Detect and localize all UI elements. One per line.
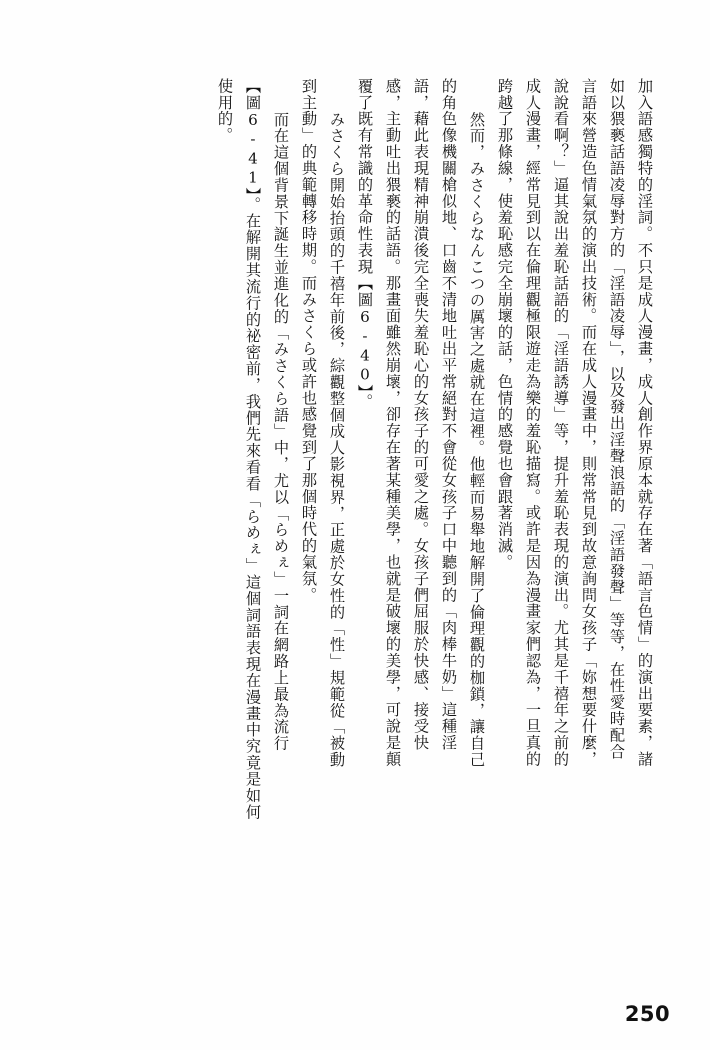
text-column: 然而，みさくらなんこつの厲害之處就在這裡。他輕而易舉地解開了倫理觀的枷鎖，讓自己 xyxy=(468,95,486,769)
text-column: 而在這個背景下誕生並進化的「みさくら語」中，尤以「らめぇ」一詞在網路上最為流行 xyxy=(272,95,290,752)
text-column: 成人漫畫，經常見到以在倫理觀極限遊走為樂的羞恥描寫。或許是因為漫畫家們認為，一旦真的 xyxy=(524,78,542,768)
text-column: 感，主動吐出猥褻的話語。那畫面雖然崩壞，卻存在著某種美學，也就是破壞的美學，可說是顛 xyxy=(384,78,402,768)
text-column: 覆了既有常識的革命性表現【圖6-40】。 xyxy=(356,78,374,410)
page-number: 250 xyxy=(624,1002,670,1026)
text-column: 如以猥褻話語凌辱對方的「淫語凌辱」，以及發出淫聲浪語的「淫語發聲」等等，在性愛時配合 xyxy=(608,78,626,760)
text-column: 說說看啊？」逼其說出羞恥話語的「淫語誘導」等，提升羞恥表現的演出。尤其是千禧年之前的 xyxy=(552,78,570,768)
text-column: みさくら開始抬頭的千禧年前後，綜觀整個成人影視界，正處於女性的「性」規範從「被動 xyxy=(328,95,346,769)
body-text xyxy=(38,78,652,948)
text-column: 跨越了那條線，使羞恥感完全崩壞的話，色情的感覺也會跟著消滅。 xyxy=(496,78,514,571)
text-column: 言語來營造色情氣氛的演出技術。而在成人漫畫中，則常常見到故意詢問女孩子「妳想要什麼， xyxy=(580,78,598,768)
text-column: 加入語感獨特的淫詞。不只是成人漫畫，成人創作界原本就存在著「語言色情」的演出要素，諸 xyxy=(636,78,654,768)
text-column: 使用的。 xyxy=(216,78,234,144)
text-column: 語，藉此表現精神崩潰後完全喪失羞恥心的女孩子的可愛之處。女孩子們屈服於快感、接受快 xyxy=(412,78,430,752)
text-column: 【圖6-41】。在解開其流行的祕密前，我們先來看看「らめぇ」這個詞語表現在漫畫中究竟是如何 xyxy=(244,78,262,821)
text-column: 的角色像機關槍似地、口齒不清地吐出平常絕對不會從女孩子口中聽到的「肉棒牛奶」這種淫 xyxy=(440,78,458,752)
text-column: 到主動」的典範轉移時期。而みさくら或許也感覺到了那個時代的氣氛。 xyxy=(300,78,318,604)
